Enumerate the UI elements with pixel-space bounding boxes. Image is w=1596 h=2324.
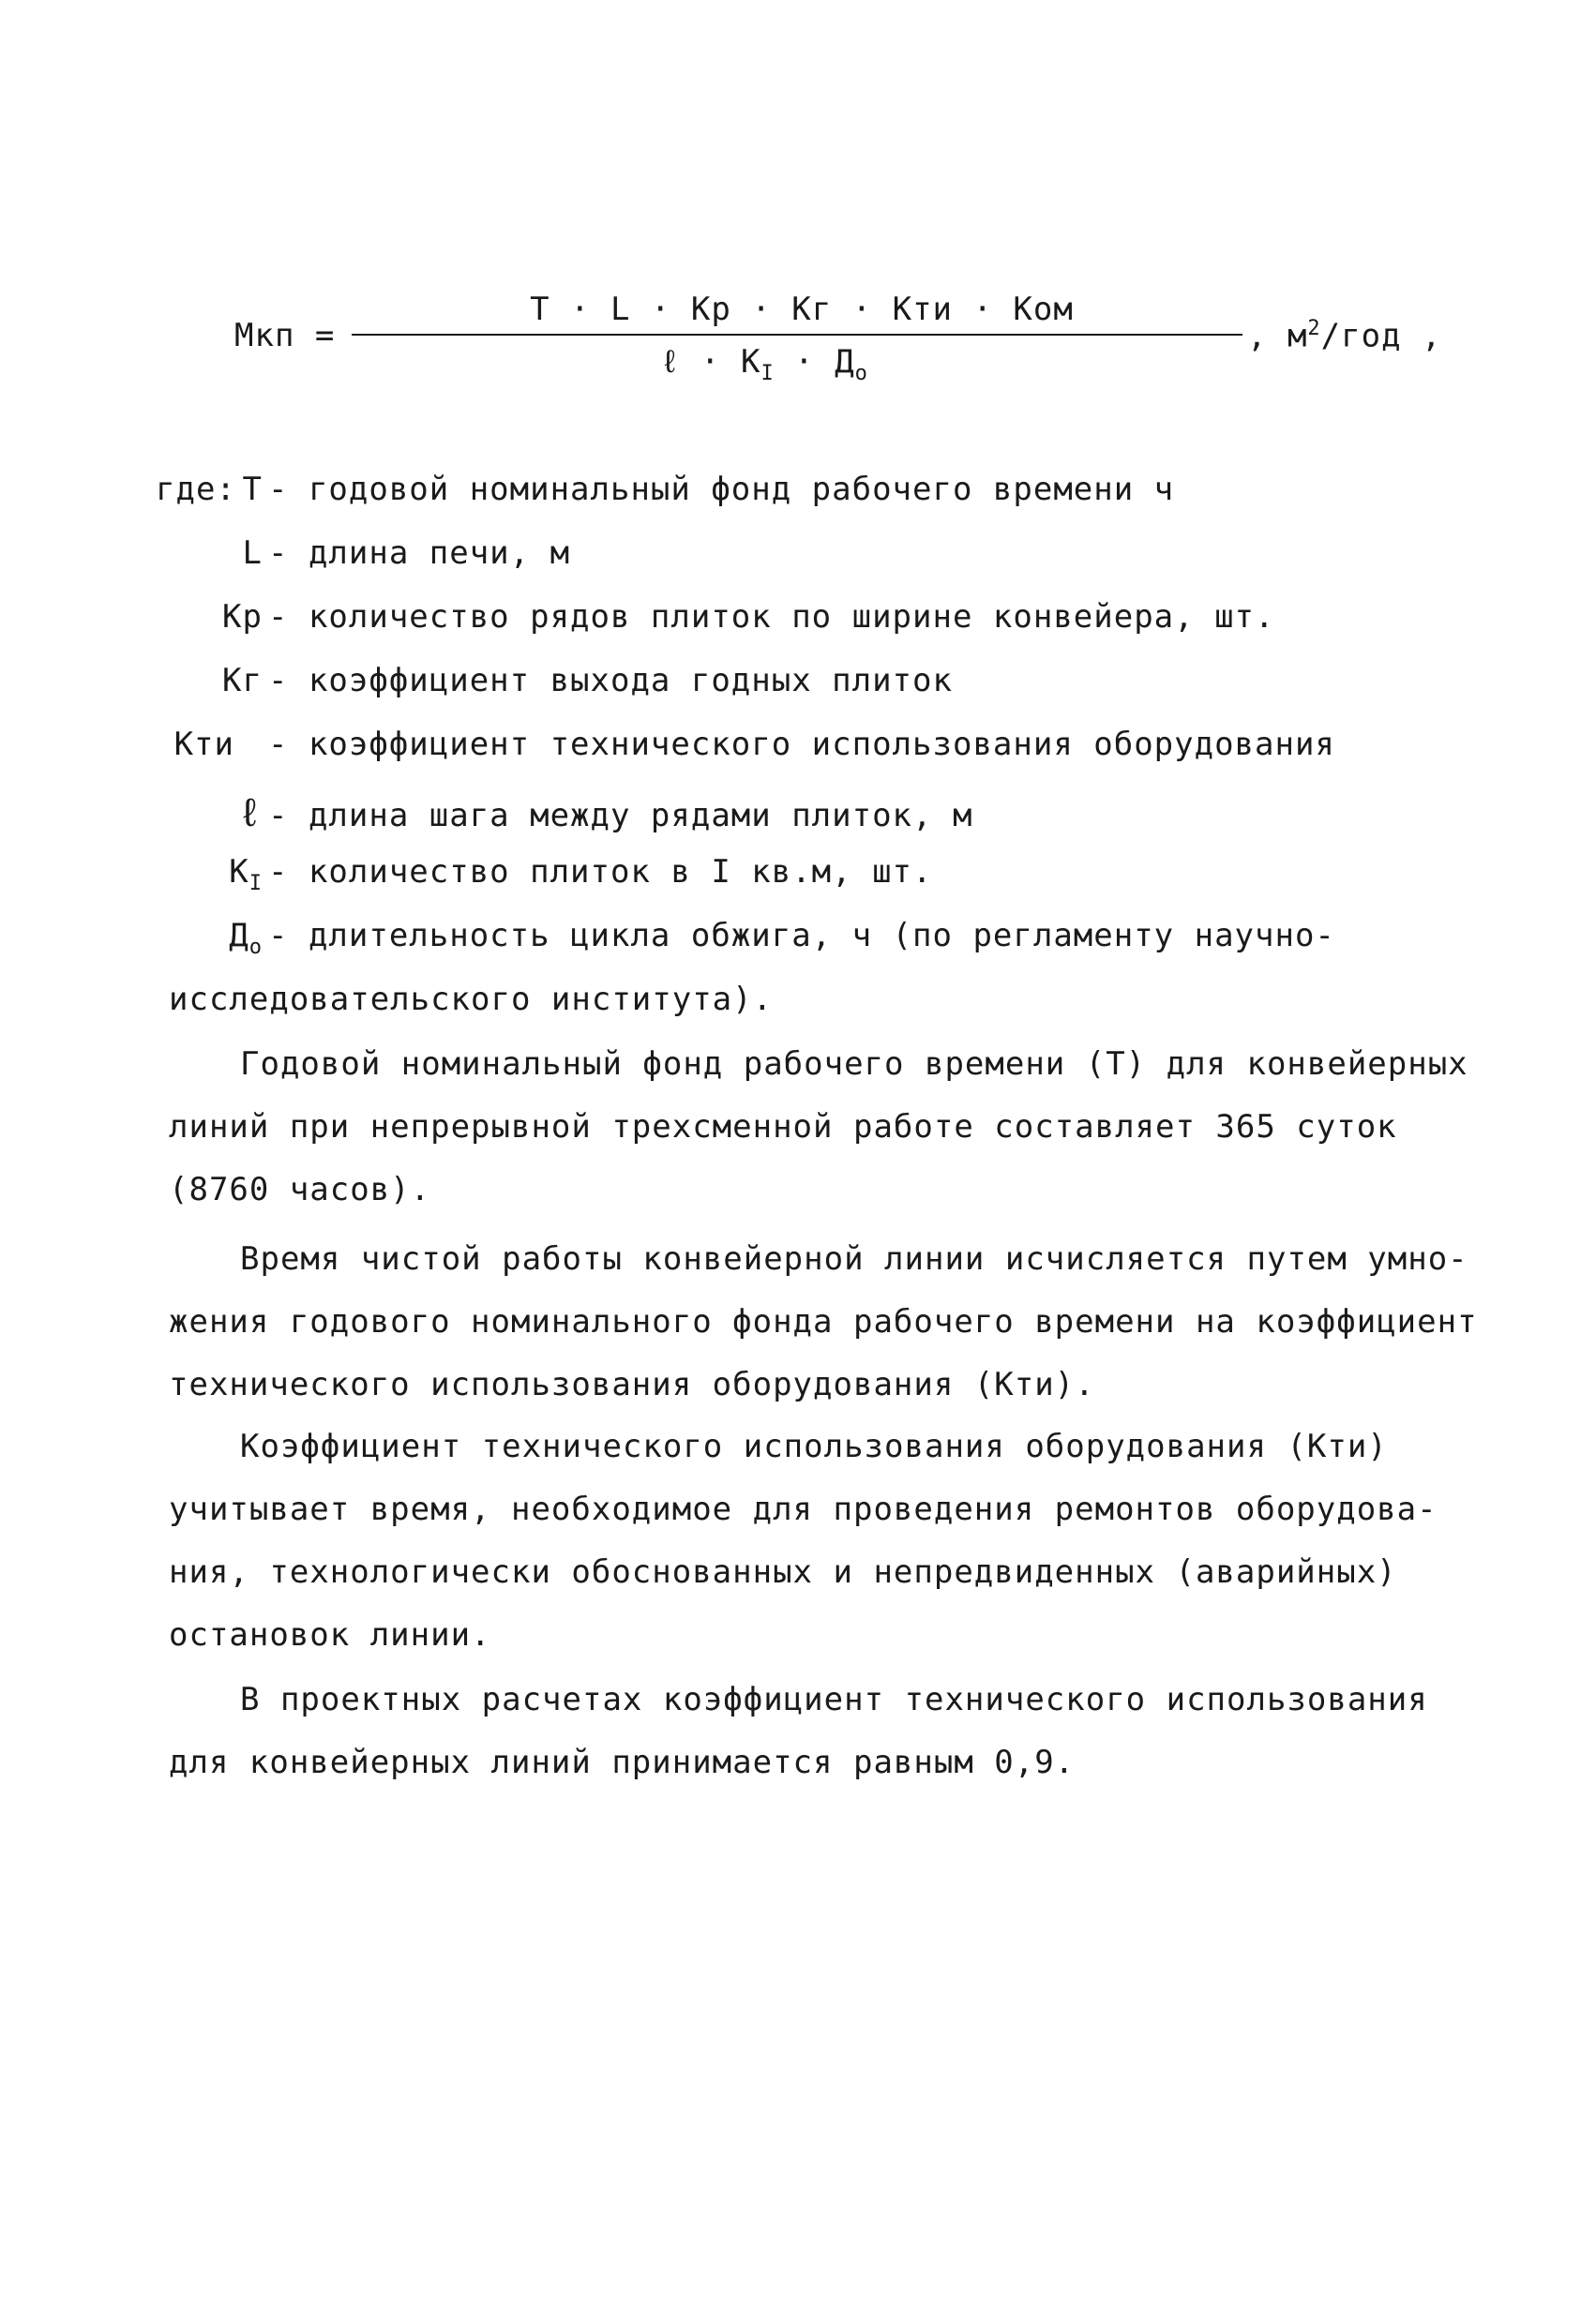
definition-row <box>84 534 570 572</box>
definition-row <box>84 471 1174 508</box>
formula <box>234 291 1442 412</box>
denominator-l: ℓ <box>660 343 681 381</box>
definition-row <box>84 662 953 699</box>
paragraph-line: Годовой номинальный фонд рабочего времени (Т) для конвейерных <box>240 1045 1468 1083</box>
definition-symbol: Т <box>242 471 263 508</box>
formula-units <box>1247 317 1442 354</box>
formula-numerator: Т · L · Кр · Кг · Кти · Ком <box>530 291 1074 328</box>
units-sup: 2 <box>1307 317 1321 340</box>
paragraph-line: В проектных расчетах коэффициент технического использования <box>240 1681 1428 1718</box>
definition-text: - длительность цикла обжига, ч (по регламенту научно- <box>268 917 1335 954</box>
definition-symbol <box>84 917 268 959</box>
definition-symbol-sub: о <box>248 935 263 959</box>
definition-symbol: L <box>242 534 263 572</box>
formula-lhs: Мкп = <box>234 317 336 354</box>
definition-symbol-main: К <box>229 853 249 891</box>
denominator-d: Д <box>835 343 855 381</box>
definition-text: - годовой номинальный фонд рабочего времени ч <box>268 471 1175 508</box>
denominator-d-sub: о <box>854 361 868 385</box>
formula-denominator: ℓ · $К_I \cdot Д_о$ <box>660 343 868 385</box>
definition-continuation: исследовательского института). <box>169 981 774 1018</box>
definition-symbol: Кг <box>222 662 263 699</box>
definition-row <box>84 726 1335 763</box>
definition-symbol: Кти <box>173 726 234 763</box>
definition-symbol-sub: I <box>248 871 263 895</box>
definition-text: - коэффициент технического использования оборудования <box>268 726 1335 763</box>
definition-row <box>84 598 1275 636</box>
paragraph-line: технического использования оборудования (Кти). <box>169 1366 1095 1403</box>
paragraph-line: остановок линии. <box>169 1616 491 1654</box>
paragraph-line: жения годового номинального фонда рабочего времени на коэффициент <box>169 1303 1478 1341</box>
definition-symbol-main: Д <box>229 917 249 954</box>
paragraph-line: Время чистой работы конвейерной линии исчисляется путем умно- <box>240 1240 1468 1278</box>
denominator-k-sub: I <box>760 361 775 385</box>
paragraph <box>169 1033 1482 1222</box>
definition-symbol: ℓ <box>237 789 263 835</box>
units-post: /год , <box>1320 317 1442 355</box>
definition-row <box>84 917 1335 959</box>
paragraph-line: для конвейерных линий принимается равным 0,9. <box>169 1744 1076 1781</box>
definition-row <box>84 789 972 838</box>
paragraph <box>169 1228 1482 1417</box>
paragraph <box>169 1416 1482 1667</box>
definitions-prefix: где: <box>156 471 236 508</box>
units-pre: , м <box>1247 317 1308 355</box>
definition-symbol <box>84 853 268 895</box>
definition-row <box>84 853 933 895</box>
denominator-k: К <box>740 343 761 381</box>
fraction-bar <box>352 334 1242 336</box>
paragraph-line: (8760 часов). <box>169 1171 431 1208</box>
paragraph-line: ния, технологически обоснованных и непредвиденных (аварийных) <box>169 1553 1397 1591</box>
definition-text: - количество рядов плиток по ширине конвейера, шт. <box>268 598 1275 636</box>
definition-text: - коэффициент выхода годных плиток <box>268 662 953 699</box>
definition-text: - длина печи, м <box>268 534 571 572</box>
definition-symbol: Кр <box>222 598 263 636</box>
paragraph-line: учитывает время, необходимое для проведения ремонтов оборудова- <box>169 1491 1438 1528</box>
paragraph-line: линий при непрерывной трехсменной работе составляет 365 суток <box>169 1108 1397 1146</box>
paragraph <box>169 1669 1482 1794</box>
paragraph-line: Коэффициент технического использования оборудования (Кти) <box>240 1428 1388 1465</box>
definition-text: - количество плиток в I кв.м, шт. <box>268 853 933 891</box>
definition-text: - длина шага между рядами плиток, м <box>268 797 973 834</box>
